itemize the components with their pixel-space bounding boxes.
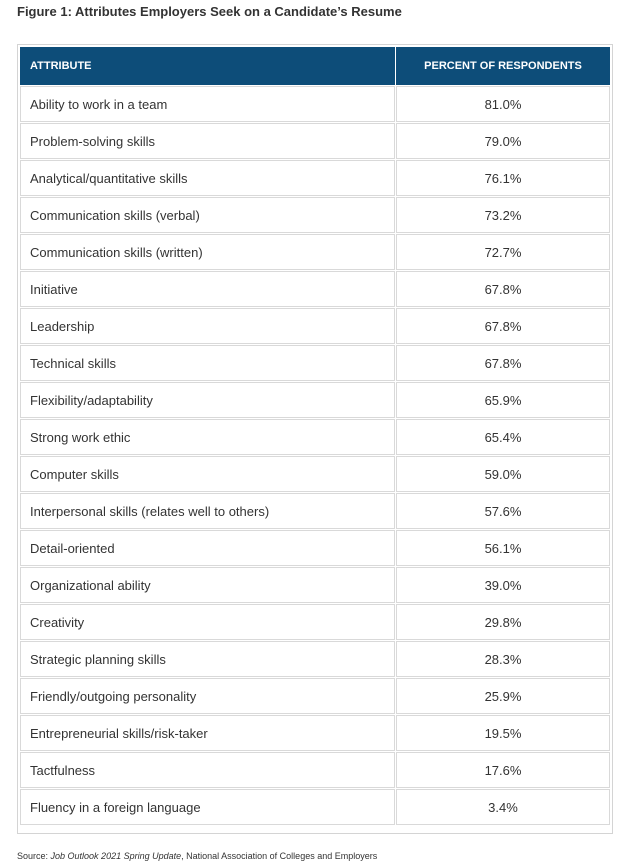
header-row	[20, 47, 610, 85]
percent-cell: 56.1%	[396, 530, 610, 566]
attribute-cell: Tactfulness	[20, 752, 395, 788]
attribute-cell: Interpersonal skills (relates well to others)	[20, 493, 395, 529]
table-row	[20, 493, 610, 529]
table-row	[20, 271, 610, 307]
percent-cell: 72.7%	[396, 234, 610, 270]
table-row	[20, 715, 610, 751]
table-row	[20, 530, 610, 566]
attribute-cell: Computer skills	[20, 456, 395, 492]
percent-cell: 39.0%	[396, 567, 610, 603]
table-row	[20, 382, 610, 418]
source-prefix: Source:	[17, 851, 51, 861]
table-row	[20, 86, 610, 122]
table-row	[20, 641, 610, 677]
attribute-cell: Problem-solving skills	[20, 123, 395, 159]
table-row	[20, 160, 610, 196]
attribute-cell: Detail-oriented	[20, 530, 395, 566]
header-percent: PERCENT OF RESPONDENTS	[396, 47, 610, 85]
percent-cell: 59.0%	[396, 456, 610, 492]
attribute-cell: Organizational ability	[20, 567, 395, 603]
table-row	[20, 789, 610, 825]
percent-cell: 28.3%	[396, 641, 610, 677]
table-row	[20, 678, 610, 714]
percent-cell: 19.5%	[396, 715, 610, 751]
attribute-cell: Creativity	[20, 604, 395, 640]
table-row	[20, 234, 610, 270]
percent-cell: 76.1%	[396, 160, 610, 196]
table-row	[20, 197, 610, 233]
percent-cell: 73.2%	[396, 197, 610, 233]
attribute-cell: Communication skills (verbal)	[20, 197, 395, 233]
percent-cell: 65.9%	[396, 382, 610, 418]
attribute-cell: Technical skills	[20, 345, 395, 381]
percent-cell: 67.8%	[396, 345, 610, 381]
table-row	[20, 419, 610, 455]
percent-cell: 57.6%	[396, 493, 610, 529]
table-row	[20, 604, 610, 640]
source-suffix: , National Association of Colleges and Employers	[181, 851, 378, 861]
percent-cell: 3.4%	[396, 789, 610, 825]
percent-cell: 79.0%	[396, 123, 610, 159]
attribute-cell: Strong work ethic	[20, 419, 395, 455]
attribute-cell: Entrepreneurial skills/risk-taker	[20, 715, 395, 751]
table-row	[20, 752, 610, 788]
table-row	[20, 308, 610, 344]
percent-cell: 17.6%	[396, 752, 610, 788]
attribute-cell: Analytical/quantitative skills	[20, 160, 395, 196]
table-body	[20, 86, 610, 825]
table-row	[20, 456, 610, 492]
table-row	[20, 345, 610, 381]
source-publication: Job Outlook 2021 Spring Update	[50, 851, 182, 861]
attributes-table-container	[17, 44, 613, 834]
source-note	[17, 851, 377, 861]
percent-cell: 25.9%	[396, 678, 610, 714]
table-row	[20, 123, 610, 159]
attribute-cell: Leadership	[20, 308, 395, 344]
attribute-cell: Ability to work in a team	[20, 86, 395, 122]
figure-title: Figure 1: Attributes Employers Seek on a Candidate’s Resume	[17, 4, 402, 19]
table-row	[20, 567, 610, 603]
header-attribute: ATTRIBUTE	[20, 47, 395, 85]
percent-cell: 29.8%	[396, 604, 610, 640]
percent-cell: 67.8%	[396, 308, 610, 344]
percent-cell: 65.4%	[396, 419, 610, 455]
percent-cell: 81.0%	[396, 86, 610, 122]
attribute-cell: Flexibility/adaptability	[20, 382, 395, 418]
attribute-cell: Communication skills (written)	[20, 234, 395, 270]
attribute-cell: Friendly/outgoing personality	[20, 678, 395, 714]
attributes-table	[19, 46, 611, 826]
table-header	[20, 47, 610, 85]
attribute-cell: Initiative	[20, 271, 395, 307]
percent-cell: 67.8%	[396, 271, 610, 307]
attribute-cell: Fluency in a foreign language	[20, 789, 395, 825]
attribute-cell: Strategic planning skills	[20, 641, 395, 677]
